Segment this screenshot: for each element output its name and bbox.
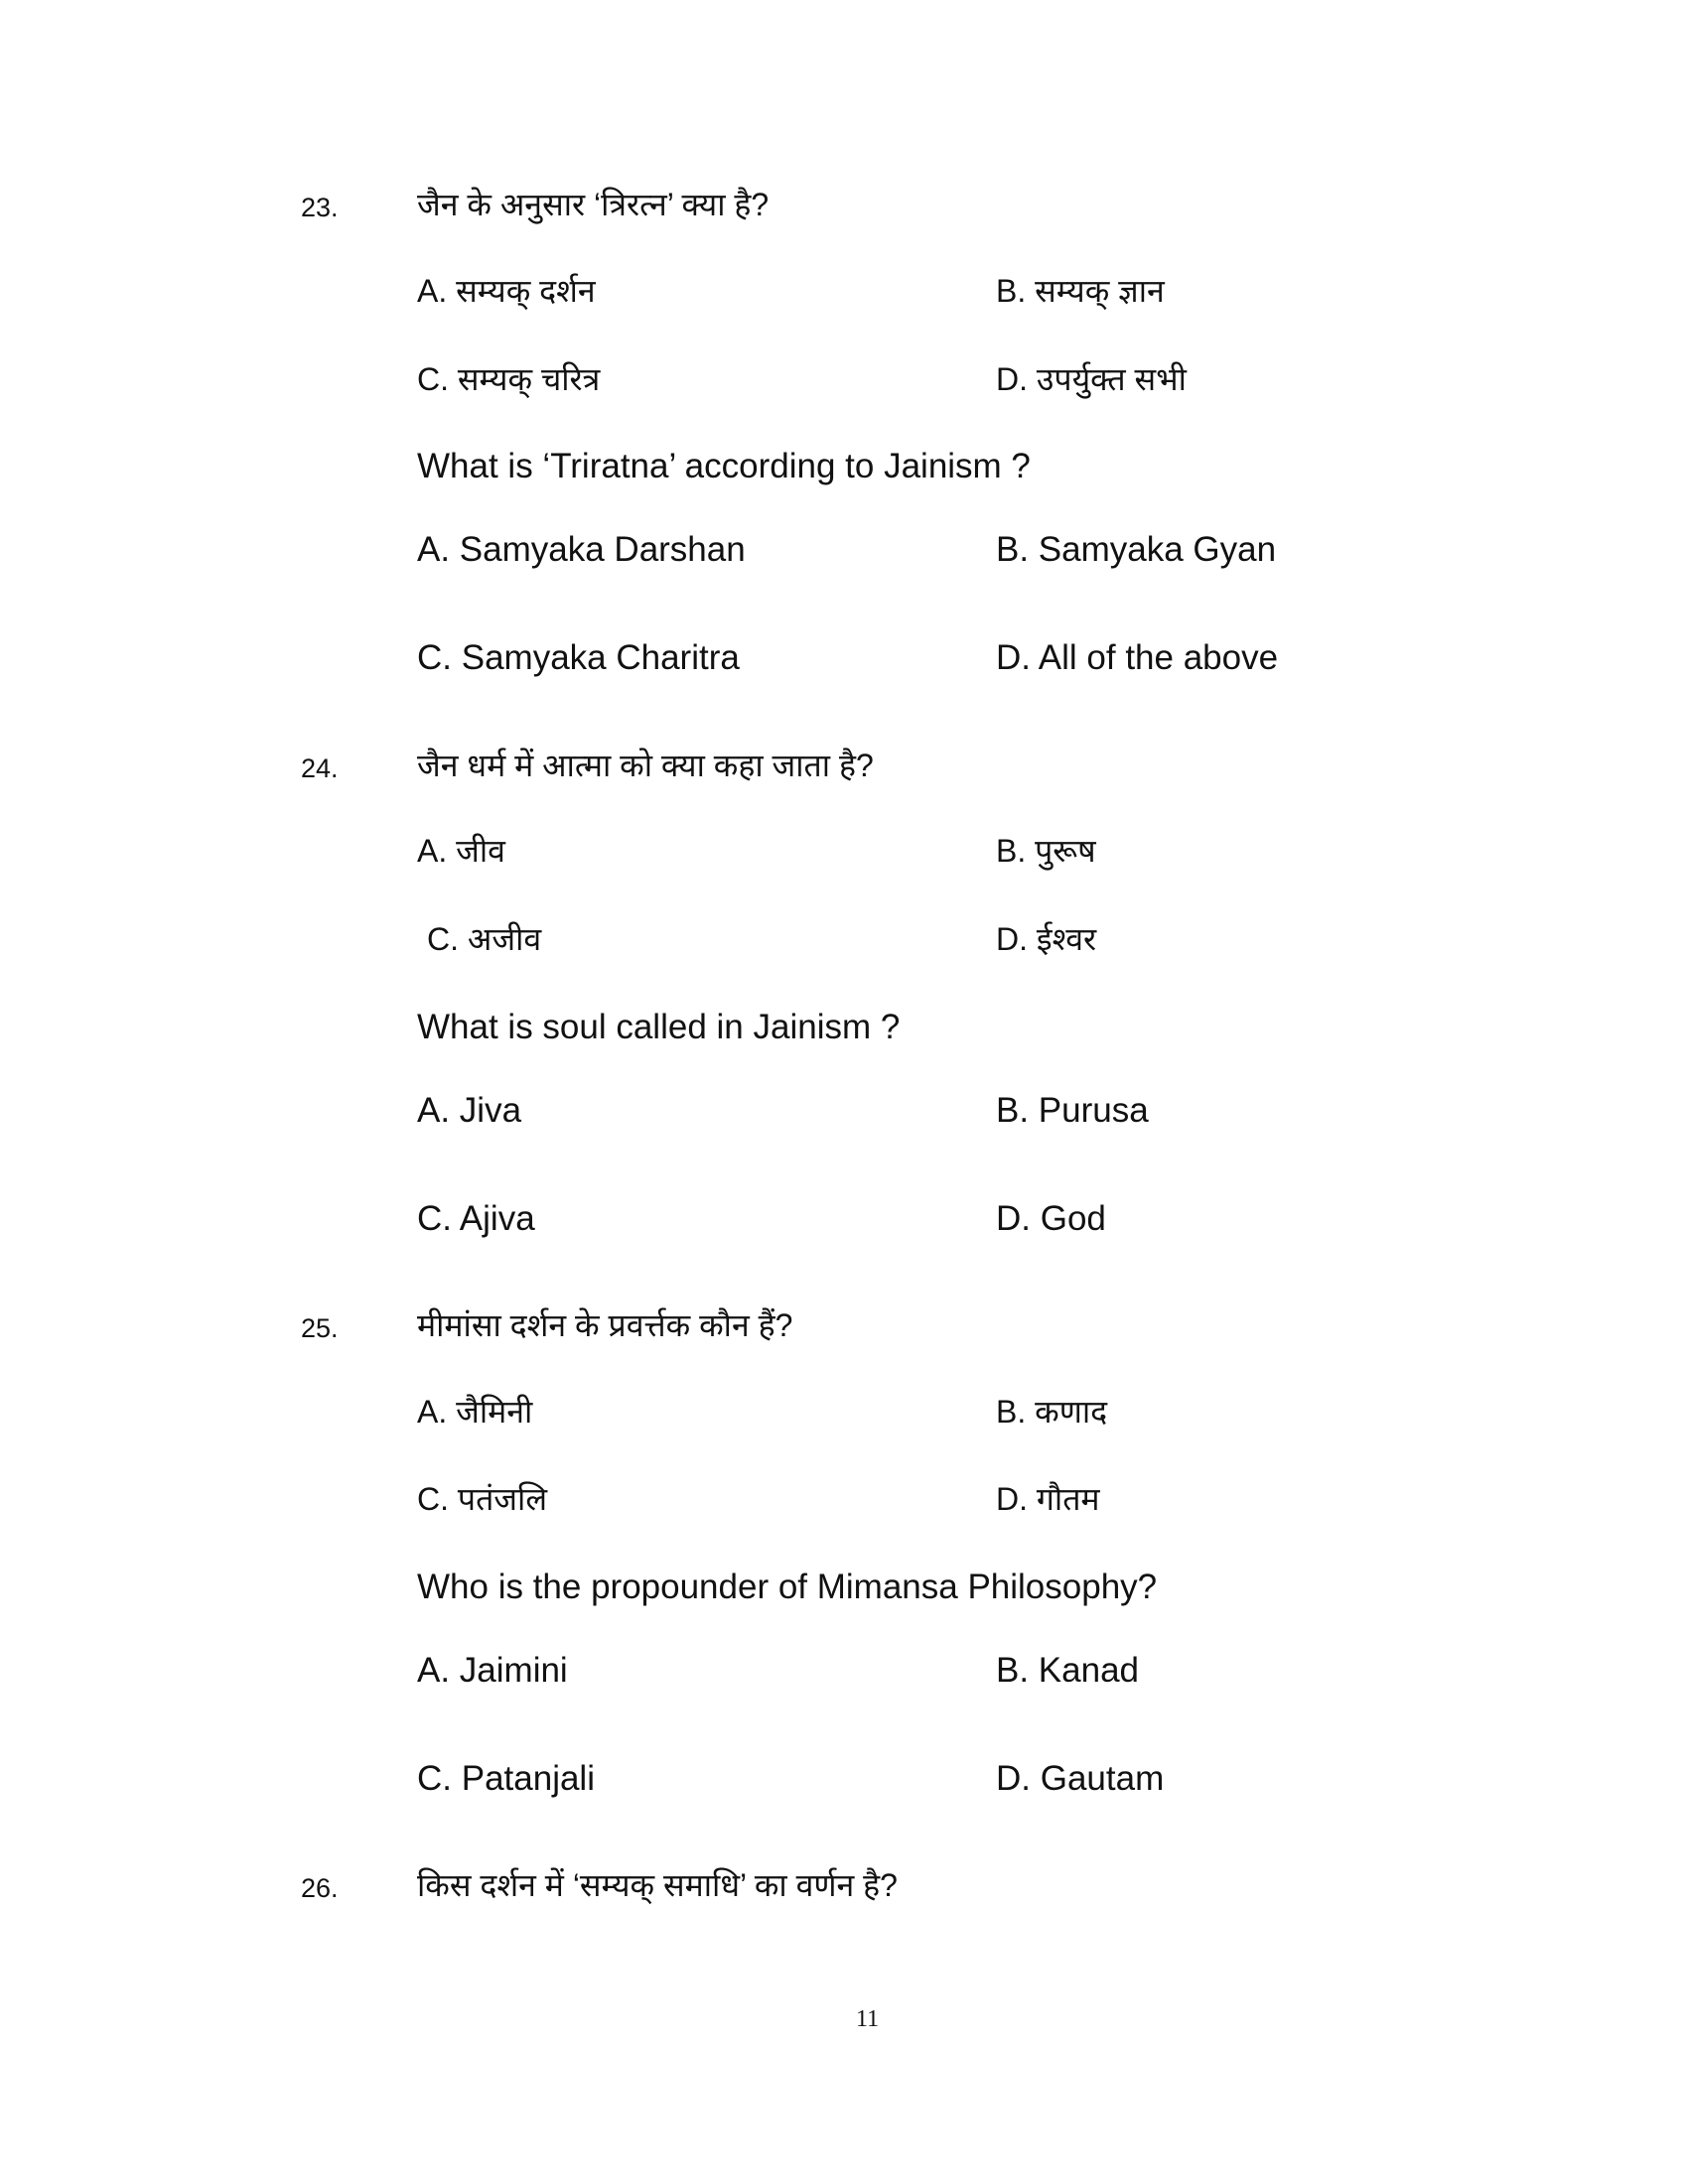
option-d-hindi: D. उपर्युक्त सभी [996, 361, 1187, 397]
question-text-english: What is ‘Triratna’ according to Jainism ? [417, 447, 1031, 485]
option-b-hindi: B. पुरूष [996, 833, 1096, 869]
option-b-english: B. Samyaka Gyan [996, 530, 1277, 569]
option-b-english: B. Kanad [996, 1651, 1139, 1690]
option-a-hindi: A. जैमिनी [417, 1394, 533, 1430]
option-d-english: D. God [996, 1199, 1106, 1238]
option-c-hindi: C. अजीव [427, 921, 542, 957]
option-d-hindi: D. ईश्वर [996, 921, 1097, 957]
option-d-hindi: D. गौतम [996, 1481, 1100, 1517]
question-number: 24. [301, 753, 339, 783]
option-b-hindi: B. कणाद [996, 1394, 1108, 1430]
option-d-english: D. All of the above [996, 638, 1279, 677]
option-c-english: C. Ajiva [417, 1199, 535, 1238]
page-number: 11 [856, 2006, 880, 2032]
question-text-hindi: मीमांसा दर्शन के प्रवर्त्तक कौन हैं? [417, 1307, 793, 1343]
question-text-english: What is soul called in Jainism ? [417, 1008, 901, 1046]
question-number: 23. [301, 193, 339, 222]
option-b-hindi: B. सम्यक् ज्ञान [996, 273, 1165, 309]
option-a-hindi: A. सम्यक् दर्शन [417, 273, 596, 309]
option-a-english: A. Jiva [417, 1091, 522, 1130]
option-c-hindi: C. सम्यक् चरित्र [417, 361, 601, 397]
option-b-english: B. Purusa [996, 1091, 1149, 1130]
option-c-english: C. Patanjali [417, 1759, 595, 1798]
option-a-hindi: A. जीव [417, 833, 505, 869]
option-a-english: A. Samyaka Darshan [417, 530, 746, 569]
option-c-hindi: C. पतंजलि [417, 1481, 548, 1517]
question-text-hindi: किस दर्शन में ‘सम्यक् समाधि’ का वर्णन है? [417, 1867, 898, 1903]
option-d-english: D. Gautam [996, 1759, 1165, 1798]
question-text-hindi: जैन धर्म में आत्मा को क्या कहा जाता है? [417, 748, 874, 783]
question-text-english: Who is the propounder of Mimansa Philosophy? [417, 1568, 1158, 1606]
option-a-english: A. Jaimini [417, 1651, 568, 1690]
question-number: 25. [301, 1313, 339, 1343]
question-number: 26. [301, 1873, 339, 1903]
option-c-english: C. Samyaka Charitra [417, 638, 740, 677]
question-text-hindi: जैन के अनुसार ‘त्रिरत्न’ क्या है? [417, 187, 770, 222]
